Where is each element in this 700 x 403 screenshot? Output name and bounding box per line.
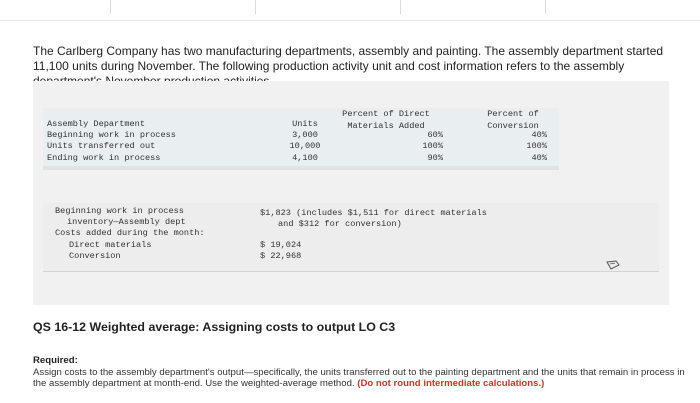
required-section — [33, 355, 693, 390]
units-label-dept: Assembly Department — [47, 119, 145, 129]
header-conversion: Percent of Conversion — [487, 109, 539, 131]
conversion-ewip: 40% — [531, 153, 547, 163]
toolbar-divider — [255, 0, 256, 14]
cursor-icon — [606, 260, 620, 270]
cost-label-bwip-1: Beginning work in process — [55, 206, 184, 216]
units-bwip: 3,000 — [292, 130, 318, 140]
conversion-bwip: 40% — [531, 130, 547, 140]
cost-label-conversion: Conversion — [69, 251, 121, 261]
problem-intro: The Carlberg Company has two manufacturing departments, assembly and painting. The assembly department started 11,100 units during November. The following production activity unit and cost information refers to the assembly — [33, 44, 664, 73]
toolbar-divider — [545, 0, 546, 14]
header-units: Units — [292, 119, 318, 129]
units-ewip: 4,100 — [292, 153, 318, 163]
data-panel — [33, 81, 669, 305]
units-label-bwip: Beginning work in process — [47, 130, 176, 140]
materials-bwip: 60% — [427, 130, 443, 140]
required-text: Assign costs to the assembly department's output—specifically, the units transferred out to the painting department and the units that remain in process in the assembly department at month-end. Use the weighted-average method. — [33, 366, 685, 389]
units-label-ewip: Ending work in process — [47, 153, 161, 163]
materials-transferred: 100% — [422, 141, 443, 151]
question-title: QS 16-12 Weighted average: Assigning costs to output LO C3 — [33, 320, 396, 334]
cost-value-dm: $ 19,024 — [260, 240, 302, 250]
cost-value-bwip-1: $1,823 (includes $1,511 for direct materials — [260, 208, 487, 218]
required-note: (Do not round intermediate calculations.) — [357, 378, 545, 389]
materials-ewip: 90% — [427, 153, 443, 163]
units-transferred: 10,000 — [289, 141, 321, 151]
costs-added-label: Costs added during the month: — [55, 228, 205, 238]
toolbar-divider — [110, 0, 111, 14]
cost-value-bwip-2: and $312 for conversion) — [278, 219, 402, 229]
toolbar-divider — [400, 0, 401, 14]
units-label-transferred: Units transferred out — [47, 141, 156, 151]
cost-label-bwip-2: inventory—Assembly dept — [67, 217, 186, 227]
cost-value-conversion: $ 22,968 — [260, 251, 302, 261]
required-label: Required: — [33, 355, 78, 366]
cost-label-dm: Direct materials — [69, 240, 152, 250]
header-materials: Percent of Direct Materials Added — [342, 109, 430, 131]
top-toolbar — [0, 0, 700, 21]
conversion-transferred: 100% — [526, 141, 547, 151]
